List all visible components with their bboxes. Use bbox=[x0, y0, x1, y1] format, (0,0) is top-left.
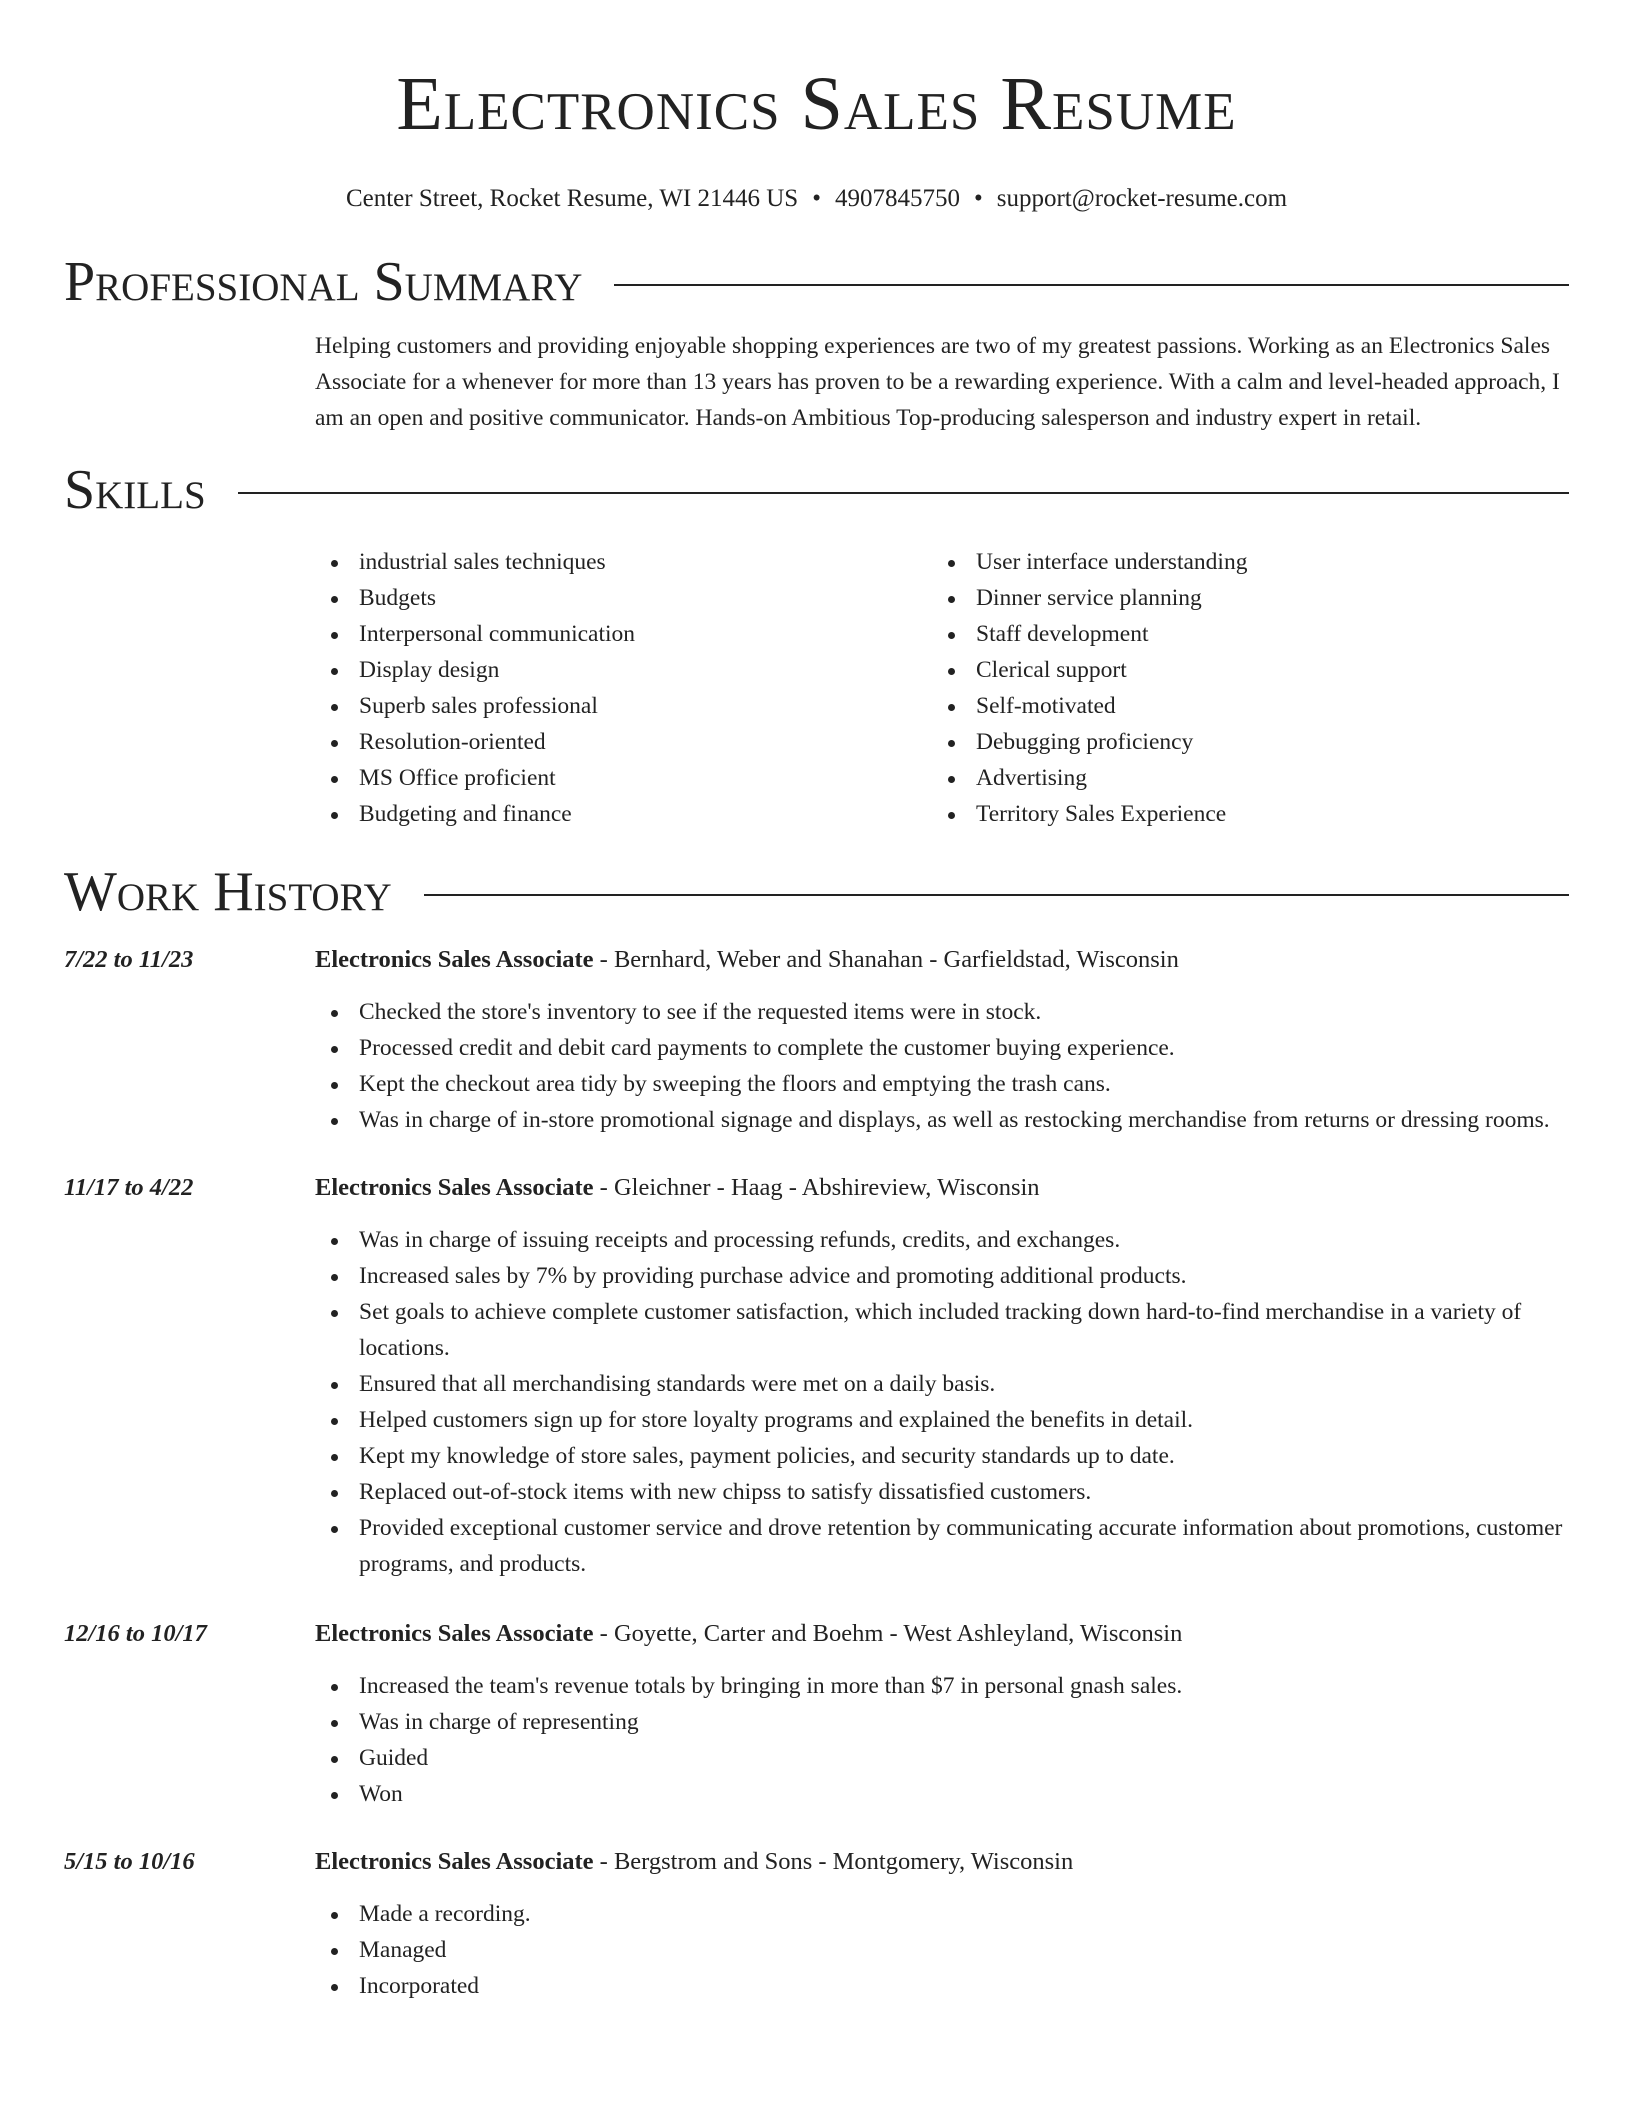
section-divider bbox=[424, 894, 1569, 896]
skill-item: Clerical support bbox=[932, 652, 1549, 688]
summary-text: Helping customers and providing enjoyable shopping experiences are two of my greatest passions. Working as an Electronics Sales Associate for a whenever for more than 13 years has proven to be a rewarding experience. With a calm and level-headed approach, I am an open and positive communicator. Hands-on Ambitious Top-producing salesperson and industry expert in retail. bbox=[315, 333, 1560, 431]
job-role: Electronics Sales Associate bbox=[315, 1848, 594, 1875]
resume-name: Electronics Sales Resume bbox=[396, 62, 1237, 146]
job-duty: Increased the team's revenue totals by bringing in more than $7 in personal gnash sales. bbox=[315, 1668, 1569, 1704]
job-entry bbox=[64, 1170, 1569, 1582]
job-duty: Set goals to achieve complete customer satisfaction, which included tracking down hard-to-find merchandise in a variety of locations. bbox=[315, 1294, 1569, 1366]
skill-item: Dinner service planning bbox=[932, 580, 1549, 616]
job-duty: Was in charge of issuing receipts and processing refunds, credits, and exchanges. bbox=[315, 1222, 1569, 1258]
contact-separator: • bbox=[973, 185, 983, 212]
skill-item: Self-motivated bbox=[932, 688, 1549, 724]
skills-section-title: Skills bbox=[64, 459, 206, 521]
job-duties bbox=[315, 1896, 1569, 2004]
job-employer-location: - Goyette, Carter and Boehm - West Ashleyland, Wisconsin bbox=[593, 1620, 1183, 1647]
job-duty: Ensured that all merchandising standards were met on a daily basis. bbox=[315, 1366, 1569, 1402]
job-role: Electronics Sales Associate bbox=[315, 946, 594, 973]
job-duty: Helped customers sign up for store loyalty programs and explained the benefits in detail. bbox=[315, 1402, 1569, 1438]
job-duty: Kept the checkout area tidy by sweeping the floors and emptying the trash cans. bbox=[315, 1066, 1569, 1102]
skill-item: Advertising bbox=[932, 760, 1549, 796]
skill-item: Budgets bbox=[315, 580, 932, 616]
job-duty: Checked the store's inventory to see if the requested items were in stock. bbox=[315, 994, 1569, 1030]
job-duties bbox=[315, 1668, 1569, 1812]
skill-item: industrial sales techniques bbox=[315, 544, 932, 580]
skill-item: Budgeting and finance bbox=[315, 796, 932, 832]
contact-address: Center Street, Rocket Resume, WI 21446 US bbox=[345, 185, 799, 212]
skill-item: Resolution-oriented bbox=[315, 724, 932, 760]
job-employer-location: - Bergstrom and Sons - Montgomery, Wisconsin bbox=[593, 1848, 1074, 1875]
job-heading bbox=[315, 1616, 1182, 1652]
skill-item: MS Office proficient bbox=[315, 760, 932, 796]
job-duty: Guided bbox=[315, 1740, 1569, 1776]
job-heading bbox=[315, 942, 1179, 978]
section-divider bbox=[238, 492, 1569, 494]
skill-item: User interface understanding bbox=[932, 544, 1549, 580]
skill-item: Display design bbox=[315, 652, 932, 688]
job-dates: 11/17 to 4/22 bbox=[64, 1174, 194, 1201]
job-duty: Processed credit and debit card payments to complete the customer buying experience. bbox=[315, 1030, 1569, 1066]
job-duty: Managed bbox=[315, 1932, 1569, 1968]
section-divider bbox=[614, 284, 1569, 286]
job-duty: Incorporated bbox=[315, 1968, 1569, 2004]
job-duties bbox=[315, 1222, 1569, 1582]
job-entry bbox=[64, 1844, 1569, 2004]
job-duty: Was in charge of in-store promotional signage and displays, as well as restocking merchandise from returns or dressing rooms. bbox=[315, 1102, 1569, 1138]
job-duty: Was in charge of representing bbox=[315, 1704, 1569, 1740]
work-section-header bbox=[64, 860, 1569, 924]
skill-item: Interpersonal communication bbox=[315, 616, 932, 652]
skill-item: Debugging proficiency bbox=[932, 724, 1549, 760]
summary-section-header bbox=[64, 250, 1569, 314]
job-duty: Increased sales by 7% by providing purchase advice and promoting additional products. bbox=[315, 1258, 1569, 1294]
contact-phone: 4907845750 bbox=[834, 185, 960, 212]
job-entry bbox=[64, 942, 1569, 1138]
skills-list bbox=[315, 544, 1569, 832]
skills-column-right bbox=[932, 544, 1549, 832]
job-employer-location: - Gleichner - Haag - Abshireview, Wisconsin bbox=[593, 1174, 1040, 1201]
job-dates: 12/16 to 10/17 bbox=[64, 1620, 207, 1647]
job-entry bbox=[64, 1616, 1569, 1812]
job-duties bbox=[315, 994, 1569, 1138]
job-duty: Won bbox=[315, 1776, 1569, 1812]
contact-line bbox=[64, 184, 1569, 214]
contact-email: support@rocket-resume.com bbox=[996, 185, 1288, 212]
job-duty: Made a recording. bbox=[315, 1896, 1569, 1932]
skill-item: Territory Sales Experience bbox=[932, 796, 1549, 832]
contact-separator: • bbox=[812, 185, 821, 212]
skills-column-left bbox=[315, 544, 932, 832]
job-duty: Provided exceptional customer service and drove retention by communicating accurate information about promotions, customer programs, and products. bbox=[315, 1510, 1569, 1582]
job-role: Electronics Sales Associate bbox=[315, 1620, 594, 1647]
work-section-title: Work History bbox=[64, 861, 392, 923]
job-dates: 7/22 to 11/23 bbox=[64, 946, 194, 973]
job-heading bbox=[315, 1170, 1040, 1206]
skills-section-header bbox=[64, 458, 1569, 522]
job-duty: Kept my knowledge of store sales, payment policies, and security standards up to date. bbox=[315, 1438, 1569, 1474]
skill-item: Staff development bbox=[932, 616, 1549, 652]
job-heading bbox=[315, 1844, 1073, 1880]
job-duty: Replaced out-of-stock items with new chipss to satisfy dissatisfied customers. bbox=[315, 1474, 1569, 1510]
job-role: Electronics Sales Associate bbox=[315, 1174, 594, 1201]
skill-item: Superb sales professional bbox=[315, 688, 932, 724]
summary-section-title: Professional Summary bbox=[64, 251, 583, 313]
job-employer-location: - Bernhard, Weber and Shanahan - Garfieldstad, Wisconsin bbox=[593, 946, 1179, 973]
job-dates: 5/15 to 10/16 bbox=[64, 1848, 195, 1875]
